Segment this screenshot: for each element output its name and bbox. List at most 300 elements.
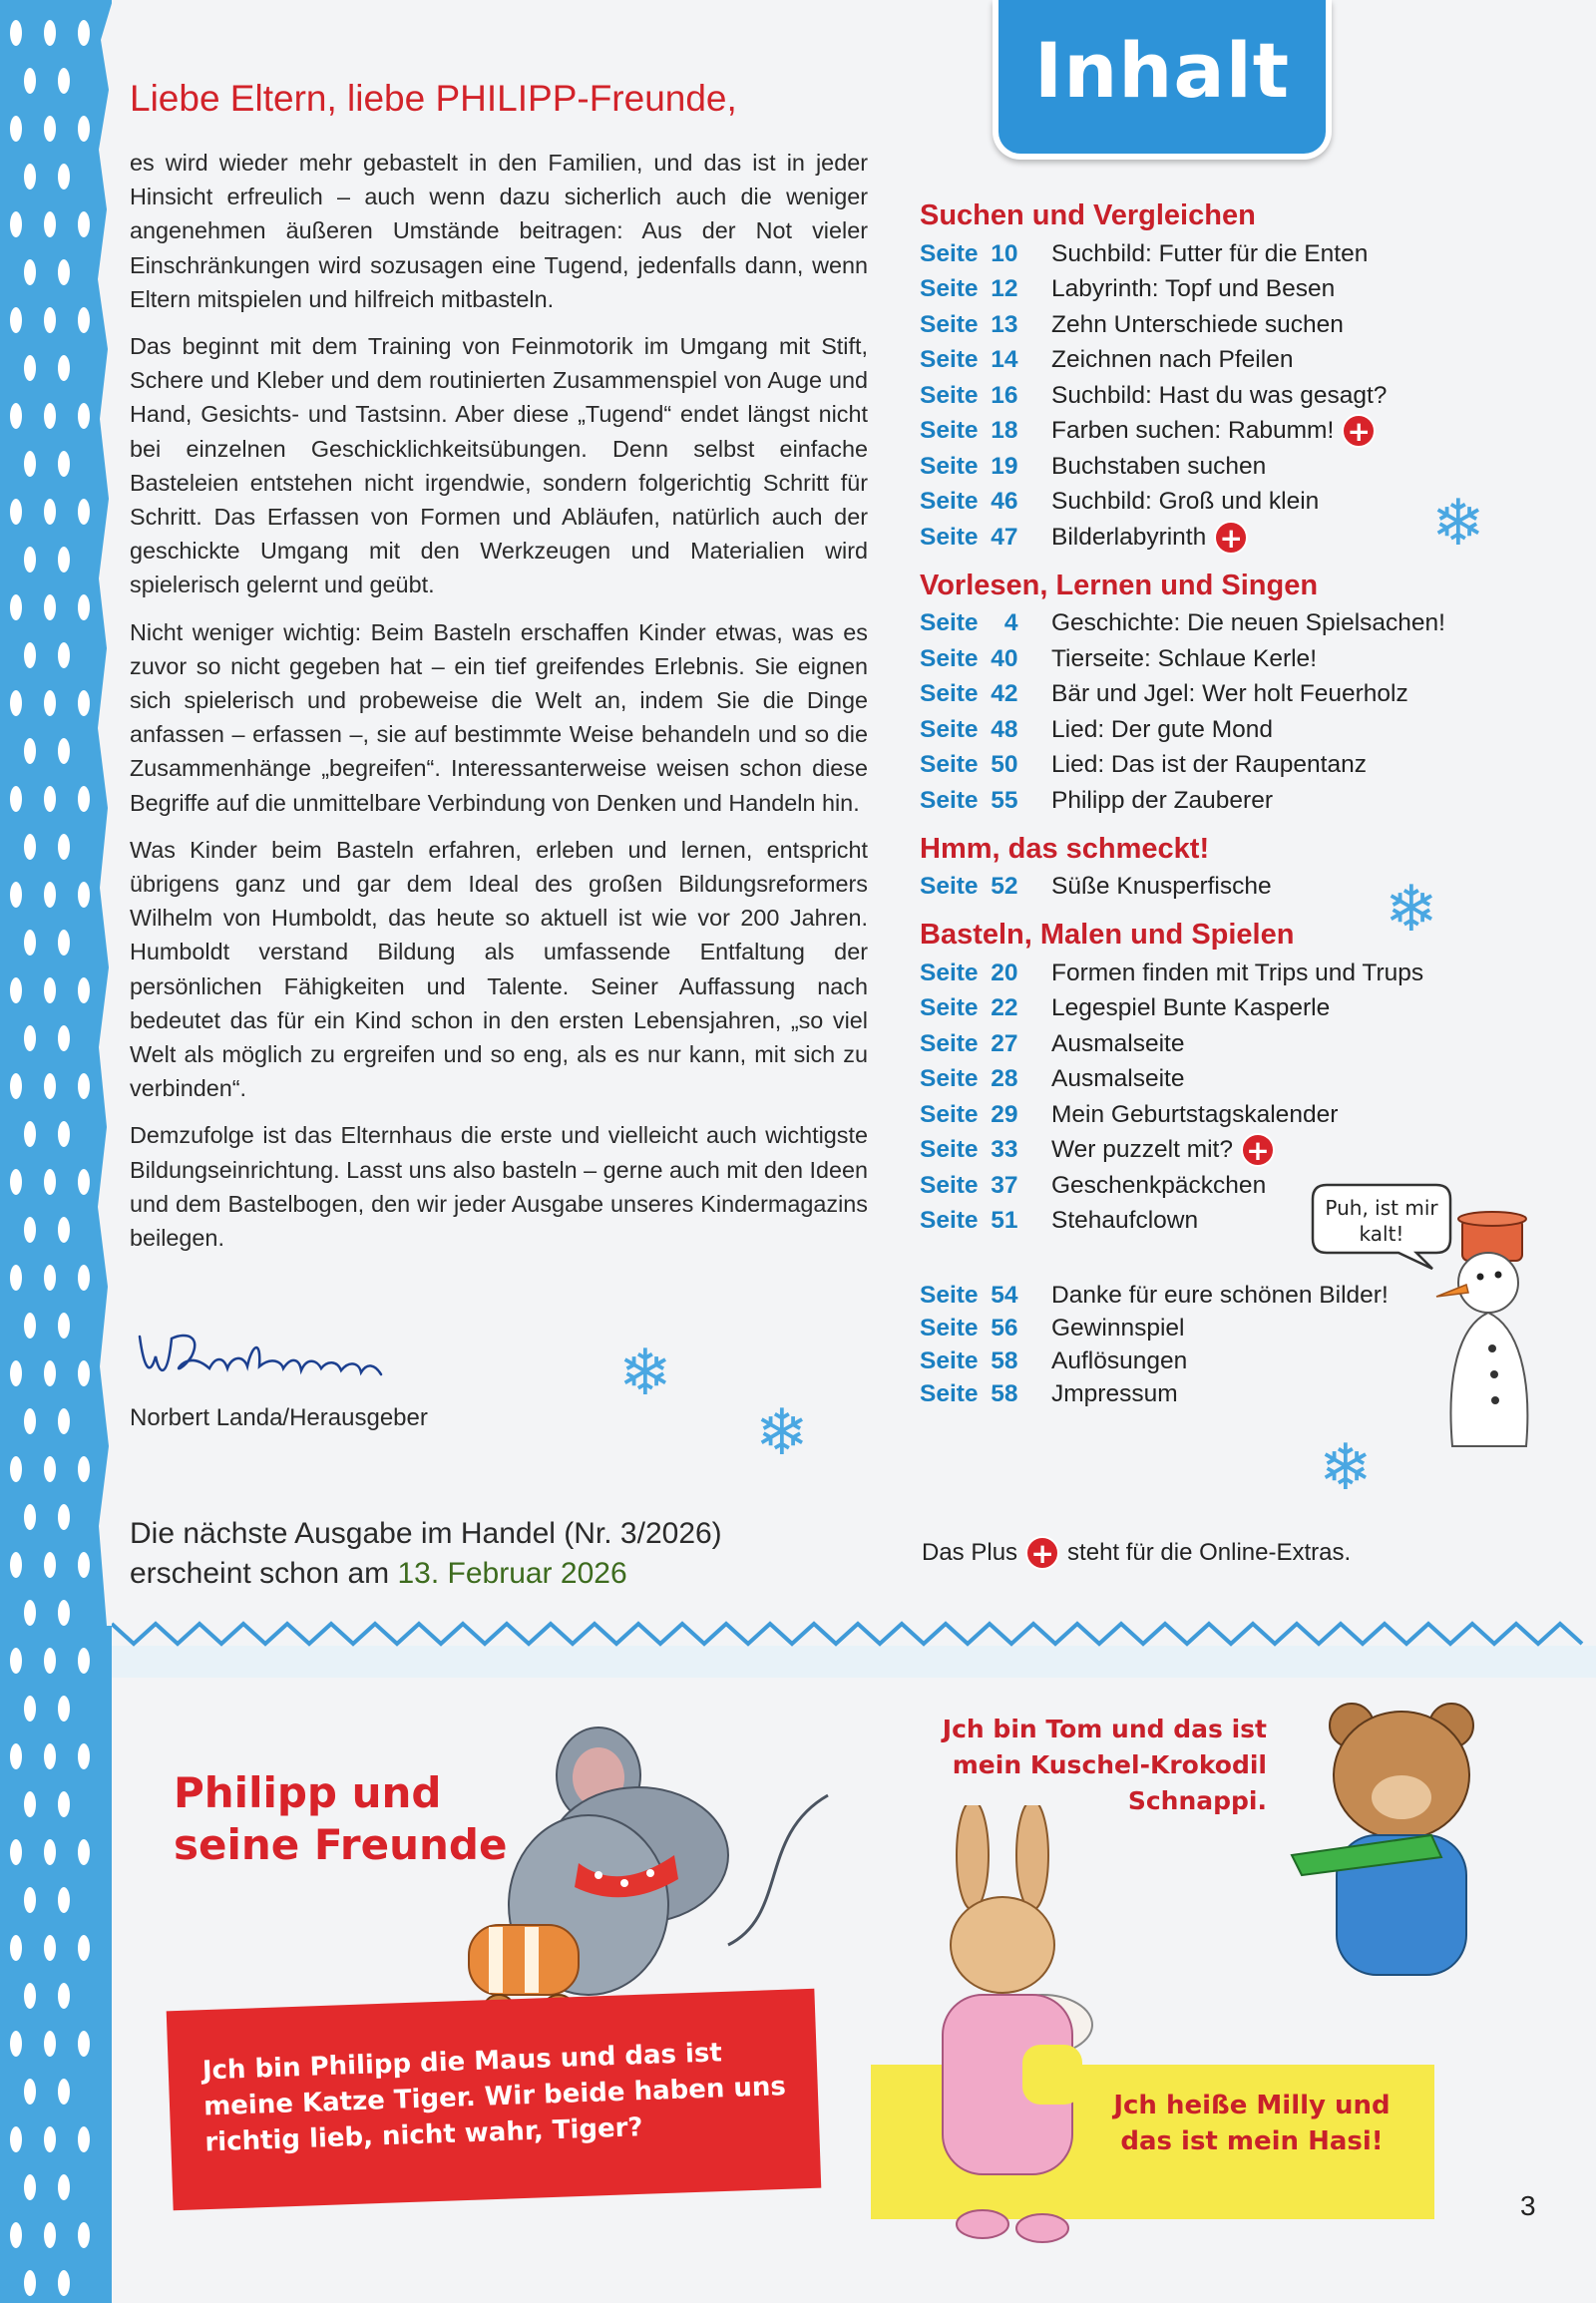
toc-page-ref <box>920 1380 1051 1408</box>
toc-page-ref <box>920 1136 1051 1164</box>
strip-dot <box>44 1456 56 1482</box>
strip-dot <box>44 977 56 1003</box>
toc-page-number: 28 <box>991 1065 1018 1093</box>
toc-entry-title: Lied: Das ist der Raupentanz <box>1051 751 1367 779</box>
strip-dot <box>58 451 70 477</box>
toc-page-ref <box>920 1207 1051 1235</box>
strip-dot <box>78 1648 90 1674</box>
tom-caption: Jch bin Tom und das ist mein Kuschel-Krokodil Schnappi. <box>942 1715 1267 1815</box>
toc-entry <box>920 1097 1478 1133</box>
toc-entry-title: Bilderlabyrinth <box>1051 523 1207 551</box>
toc-page-ref <box>920 311 1051 339</box>
toc-page-word: Seite <box>920 346 979 374</box>
strip-dot <box>10 1360 22 1386</box>
toc-entry <box>920 748 1478 784</box>
strip-dot <box>58 355 70 381</box>
strip-dot <box>44 690 56 716</box>
toc-entry-title: Mein Geburtstagskalender <box>1051 1100 1339 1128</box>
toc-page-ref <box>920 1315 1051 1343</box>
strip-dot <box>78 977 90 1003</box>
toc-page-word: Seite <box>920 417 979 445</box>
strip-dot <box>78 1935 90 1961</box>
toc-entry-title: Buchstaben suchen <box>1051 452 1267 480</box>
strip-dot <box>44 1265 56 1291</box>
strip-dot <box>10 1169 22 1195</box>
toc-page-word: Seite <box>920 994 979 1022</box>
snowflake-icon: ❄ <box>1385 873 1438 947</box>
toc-section-heading: Vorlesen, Lernen und Singen <box>920 569 1319 601</box>
strip-dot <box>24 1887 36 1913</box>
toc-entry-title: Suchbild: Hast du was gesagt? <box>1051 381 1388 409</box>
toc-page-number: 14 <box>991 346 1018 374</box>
letter-paragraph: Demzufolge ist das Elternhaus die erste und vielleicht auch wichtigste Bildungseinrichtung. Lasst uns also basteln – gerne auch mit den Ideen und dem Bastelbogen, den wir jeder Ausgabe unseres Kindermagazins beilegen. <box>130 1122 868 1252</box>
toc-page-word: Seite <box>920 1136 979 1164</box>
toc-entry-title: Legespiel Bunte Kasperle <box>1051 994 1331 1022</box>
strip-dot <box>58 1313 70 1339</box>
toc-entry <box>920 520 1478 556</box>
toc-section-heading: Suchen und Vergleichen <box>920 199 1256 231</box>
toc-entry <box>920 641 1478 677</box>
strip-dot <box>10 1073 22 1099</box>
strip-dot <box>58 642 70 668</box>
strip-dot <box>24 2174 36 2200</box>
strip-dot <box>58 1983 70 2009</box>
strip-dot <box>78 1169 90 1195</box>
strip-dot <box>78 2222 90 2248</box>
toc-page-word: Seite <box>920 644 979 672</box>
toc-page-number: 27 <box>991 1029 1018 1057</box>
strip-dot <box>10 1935 22 1961</box>
strip-dot <box>24 1025 36 1051</box>
toc-entry <box>920 449 1478 485</box>
toc-page-word: Seite <box>920 873 979 901</box>
toc-entry <box>920 1279 1478 1312</box>
toc-page-number: 54 <box>991 1281 1018 1309</box>
contents-tab <box>993 0 1332 160</box>
toc-page-number: 47 <box>991 523 1018 551</box>
strip-dot <box>10 977 22 1003</box>
toc-section-heading: Basteln, Malen und Spielen <box>920 919 1295 951</box>
snowman-speech: Puh, ist mir kalt! <box>1325 1196 1438 1246</box>
toc-page-ref <box>920 873 1051 901</box>
toc-page-number: 58 <box>991 1379 1018 1407</box>
strip-dot <box>24 355 36 381</box>
toc-entry <box>920 783 1478 819</box>
snowflake-icon: ❄ <box>1319 1431 1373 1505</box>
toc-page-number: 48 <box>991 715 1018 743</box>
strip-dot <box>58 1791 70 1817</box>
toc-section <box>920 570 1478 819</box>
strip-dot <box>10 2126 22 2152</box>
toc-page-ref <box>920 453 1051 481</box>
strip-dot <box>44 1169 56 1195</box>
strip-dot <box>58 547 70 573</box>
toc-page-word: Seite <box>920 751 979 779</box>
toc-entry <box>920 272 1478 308</box>
letter-paragraph: es wird wieder mehr gebastelt in den Familien, und das ist in jeder Hinsicht erfreulich – auch wenn dazu sicherlich auch die weniger angenehmen äußeren Umstände beitragen: Aus der Not vieler Einschränkungen wird sozusagen eine Tugend, jedenfalls dann, wenn Eltern mitspielen und hilfreich mitbasteln. <box>130 150 868 312</box>
toc-page-number: 40 <box>991 644 1018 672</box>
toc-page-word: Seite <box>920 381 979 409</box>
strip-dot <box>78 2126 90 2152</box>
strip-dot <box>24 1696 36 1722</box>
signer-name: Norbert Landa/Herausgeber <box>130 1404 428 1431</box>
strip-dot <box>44 211 56 237</box>
plus-legend-text: Das Plus <box>922 1539 1018 1566</box>
toc-page-number: 52 <box>991 873 1018 901</box>
toc-entry-title: Suchbild: Futter für die Enten <box>1051 239 1369 267</box>
page-number: 3 <box>1520 2190 1536 2221</box>
toc-entry <box>920 1344 1478 1377</box>
strip-dot <box>24 1408 36 1434</box>
toc-entry <box>920 414 1478 450</box>
toc-page-word: Seite <box>920 1100 979 1128</box>
strip-dot <box>10 1743 22 1769</box>
strip-dot <box>24 1983 36 2009</box>
letter-paragraph: Was Kinder beim Basteln erfahren, erleben und lernen, entspricht übrigens ganz und gar dem Ideal des großen Bildungsreformers Wilhelm von Humboldt, das heute so aktuell ist wie vor 200 Jahren. Humboldt verstand Bildung als umfassende Entfaltung der persönlichen Fähigkeiten und Talente. Seiner Auffassung nach bedeutet das für ein Kind schon in den ersten Lebensjahren, „so viel Welt als möglich zu ergreifen und so eng, als es nur kann, mit sich zu verbinden“. <box>130 836 868 1102</box>
friends-title-line: Philipp und <box>174 1768 442 1817</box>
toc-entry <box>920 991 1478 1027</box>
toc-entry-title: Geschichte: Die neuen Spielsachen! <box>1051 609 1445 637</box>
toc-page-number: 51 <box>991 1207 1018 1235</box>
toc-page-number: 29 <box>991 1100 1018 1128</box>
strip-dot <box>44 1360 56 1386</box>
toc-page-number: 22 <box>991 994 1018 1022</box>
letter-body <box>130 146 868 1268</box>
toc-page-word: Seite <box>920 786 979 814</box>
philipp-caption: Jch bin Philipp die Maus und das ist meine Katze Tiger. Wir beide haben uns richtig lieb, nicht wahr, Tiger? <box>201 2038 787 2158</box>
toc-entry-title: Süße Knusperfische <box>1051 873 1272 901</box>
strip-dot <box>10 1456 22 1482</box>
strip-dot <box>44 1648 56 1674</box>
strip-dot <box>78 690 90 716</box>
strip-dot <box>44 20 56 46</box>
toc-entry-title: Farben suchen: Rabumm! <box>1051 417 1335 445</box>
strip-dot <box>10 690 22 716</box>
strip-dot <box>44 1839 56 1865</box>
strip-dot <box>10 499 22 525</box>
toc-page-ref <box>920 382 1051 410</box>
strip-dot <box>24 738 36 764</box>
strip-dot <box>10 594 22 620</box>
toc-page-word: Seite <box>920 680 979 708</box>
toc-page-word: Seite <box>920 275 979 303</box>
letter-heading: Liebe Eltern, liebe PHILIPP-Freunde, <box>130 78 737 119</box>
toc-page-ref <box>920 1065 1051 1093</box>
strip-dot <box>10 20 22 46</box>
strip-dot <box>58 259 70 285</box>
strip-dot <box>78 211 90 237</box>
toc-entry-title: Ausmalseite <box>1051 1065 1185 1093</box>
toc-page-number: 46 <box>991 488 1018 516</box>
contents-title: Inhalt <box>1033 26 1291 115</box>
toc-entry-title: Suchbild: Groß und klein <box>1051 488 1320 516</box>
toc-page-word: Seite <box>920 1346 979 1374</box>
torn-paper-edge <box>95 0 113 1626</box>
toc-page-number: 13 <box>991 310 1018 338</box>
toc-page-word: Seite <box>920 1171 979 1199</box>
toc-page-ref <box>920 716 1051 744</box>
toc-section-heading: Hmm, das schmeckt! <box>920 832 1210 865</box>
toc-entry-title: Danke für eure schönen Bilder! <box>1051 1281 1389 1309</box>
toc-page-ref <box>920 417 1051 445</box>
next-issue-notice <box>130 1514 722 1594</box>
decorative-dotted-strip <box>0 0 112 2303</box>
milly-rabbit-illustration <box>903 1805 1142 2284</box>
plus-legend <box>922 1536 1351 1570</box>
snowman-illustration <box>1406 1157 1556 1456</box>
strip-dot <box>44 882 56 908</box>
toc-entry <box>920 343 1478 379</box>
strip-dot <box>58 930 70 956</box>
toc-page-ref <box>920 1101 1051 1129</box>
strip-dot <box>24 68 36 94</box>
toc-page-ref <box>920 609 1051 637</box>
toc-entry <box>920 1377 1478 1410</box>
toc-page-ref <box>920 275 1051 303</box>
toc-entry-title: Ausmalseite <box>1051 1029 1185 1057</box>
strip-dot <box>24 547 36 573</box>
toc-page-number: 33 <box>991 1136 1018 1164</box>
toc-entry-title: Bär und Jgel: Wer holt Feuerholz <box>1051 680 1408 708</box>
plus-icon: + <box>1241 1133 1275 1167</box>
toc-page-number: 37 <box>991 1171 1018 1199</box>
strip-dot <box>58 2174 70 2200</box>
toc-page-word: Seite <box>920 488 979 516</box>
strip-dot <box>78 307 90 333</box>
strip-dot <box>44 786 56 812</box>
toc-page-ref <box>920 751 1051 779</box>
toc-page-word: Seite <box>920 1379 979 1407</box>
strip-dot <box>78 499 90 525</box>
letter-paragraph: Nicht weniger wichtig: Beim Basteln erschaffen Kinder etwas, was es zuvor so nicht gegeben hat – ein tief greifendes Erlebnis. Sie eignen sich spielerisch und probeweise die Welt an, indem Sie die Dinge anfassen – erfassen –, sie auf bestimmte Weise behandeln und so die Zusammenhänge „begreifen“. Interessanterweise weisen schon diese Begriffe auf die unmittelbare Verbindung von Denken und Handeln hin. <box>130 618 868 816</box>
strip-dot <box>44 499 56 525</box>
toc-page-ref <box>920 680 1051 708</box>
toc-page-ref <box>920 1282 1051 1310</box>
toc-page-word: Seite <box>920 715 979 743</box>
toc-entry <box>920 307 1478 343</box>
toc-page-ref <box>920 240 1051 268</box>
toc-page-ref <box>920 1172 1051 1200</box>
toc-section <box>920 199 1478 556</box>
toc-page-word: Seite <box>920 310 979 338</box>
toc-entry-title: Zehn Unterschiede suchen <box>1051 310 1344 338</box>
strip-dot <box>24 642 36 668</box>
toc-page-ref <box>920 488 1051 516</box>
next-issue-line <box>130 1554 722 1594</box>
toc-page-number: 56 <box>991 1314 1018 1342</box>
strip-dot <box>10 882 22 908</box>
strip-dot <box>24 2079 36 2105</box>
toc-page-word: Seite <box>920 1029 979 1057</box>
strip-dot <box>78 116 90 142</box>
strip-dot <box>78 882 90 908</box>
toc-entry <box>920 1312 1478 1344</box>
toc-entry-title: Stehaufclown <box>1051 1207 1199 1235</box>
strip-dot <box>24 1600 36 1626</box>
strip-dot <box>10 2031 22 2057</box>
toc-entry-title: Gewinnspiel <box>1051 1314 1185 1342</box>
toc-page-ref <box>920 346 1051 374</box>
strip-dot <box>58 164 70 190</box>
strip-dot <box>44 1935 56 1961</box>
toc-page-number: 50 <box>991 751 1018 779</box>
milly-caption: Jch heiße Milly und das ist mein Hasi! <box>1113 2091 1391 2156</box>
plus-legend-text: steht für die Online-Extras. <box>1067 1539 1352 1566</box>
strip-dot <box>24 1313 36 1339</box>
toc-entry-title: Geschenkpäckchen <box>1051 1171 1267 1199</box>
strip-dot <box>24 1504 36 1530</box>
next-issue-text: erscheint schon am <box>130 1557 398 1590</box>
plus-icon: + <box>1214 521 1248 555</box>
strip-dot <box>24 1121 36 1147</box>
toc-page-word: Seite <box>920 1065 979 1093</box>
toc-page-number: 20 <box>991 959 1018 986</box>
strip-dot <box>58 1025 70 1051</box>
toc-page-word: Seite <box>920 959 979 986</box>
toc-page-number: 4 <box>1003 609 1018 637</box>
strip-dot <box>10 403 22 429</box>
strip-dot <box>10 1839 22 1865</box>
toc-entry <box>920 1026 1478 1062</box>
strip-dot <box>44 307 56 333</box>
toc-entry-title: Zeichnen nach Pfeilen <box>1051 346 1294 374</box>
strip-dot <box>58 834 70 860</box>
toc-page-ref <box>920 524 1051 552</box>
toc-page-ref <box>920 645 1051 673</box>
toc-extra-entries <box>920 1279 1478 1410</box>
snowflake-icon: ❄ <box>618 1337 672 1410</box>
strip-dot <box>78 594 90 620</box>
strip-dot <box>10 2222 22 2248</box>
snowflake-icon: ❄ <box>1431 487 1485 561</box>
strip-dot <box>78 1552 90 1578</box>
strip-dot <box>24 930 36 956</box>
toc-page-number: 18 <box>991 417 1018 445</box>
toc-entry <box>920 378 1478 414</box>
toc-entry-title: Philipp der Zauberer <box>1051 786 1273 814</box>
strip-dot <box>58 2270 70 2296</box>
strip-dot <box>44 2222 56 2248</box>
strip-dot <box>44 1552 56 1578</box>
strip-dot <box>78 1456 90 1482</box>
strip-dot <box>58 68 70 94</box>
toc-entry <box>920 606 1478 642</box>
strip-dot <box>58 1887 70 1913</box>
strip-dot <box>44 2031 56 2057</box>
strip-dot <box>44 403 56 429</box>
toc-page-ref <box>920 1347 1051 1375</box>
toc-page-word: Seite <box>920 609 979 637</box>
toc-page-number: 19 <box>991 452 1018 480</box>
toc-entry-title: Wer puzzelt mit? <box>1051 1136 1233 1164</box>
snowflake-icon: ❄ <box>755 1396 809 1470</box>
toc-entry <box>920 1133 1478 1169</box>
friends-title-line: seine Freunde <box>174 1820 508 1869</box>
plus-icon: + <box>1025 1536 1059 1570</box>
toc-entry-title: Tierseite: Schlaue Kerle! <box>1051 644 1317 672</box>
strip-dot <box>58 1121 70 1147</box>
toc-entry-title: Labyrinth: Topf und Besen <box>1051 275 1336 303</box>
strip-dot <box>58 738 70 764</box>
strip-dot <box>44 2126 56 2152</box>
toc-entry-title: Jmpressum <box>1051 1379 1178 1407</box>
strip-dot <box>78 786 90 812</box>
strip-dot <box>78 1073 90 1099</box>
toc-page-word: Seite <box>920 523 979 551</box>
strip-dot <box>78 1360 90 1386</box>
toc-entry <box>920 712 1478 748</box>
tom-bear-illustration <box>1282 1686 1511 2005</box>
toc-page-number: 16 <box>991 381 1018 409</box>
toc-entry-title: Auflösungen <box>1051 1346 1188 1374</box>
toc-page-ref <box>920 1030 1051 1058</box>
toc-entry-title: Lied: Der gute Mond <box>1051 715 1273 743</box>
toc-entry <box>920 1062 1478 1098</box>
strip-dot <box>10 1552 22 1578</box>
strip-dot <box>10 786 22 812</box>
toc-page-word: Seite <box>920 1281 979 1309</box>
toc-page-number: 42 <box>991 680 1018 708</box>
strip-dot <box>78 1839 90 1865</box>
strip-dot <box>24 259 36 285</box>
toc-page-number: 10 <box>991 239 1018 267</box>
strip-dot <box>24 834 36 860</box>
strip-dot <box>78 403 90 429</box>
strip-dot <box>78 1743 90 1769</box>
strip-dot <box>24 1217 36 1243</box>
strip-dot <box>44 594 56 620</box>
strip-dot <box>24 451 36 477</box>
plus-icon: + <box>1342 414 1376 448</box>
strip-dot <box>58 1600 70 1626</box>
toc-page-word: Seite <box>920 1207 979 1235</box>
strip-dot <box>58 1696 70 1722</box>
toc-entry <box>920 956 1478 991</box>
strip-dot <box>10 116 22 142</box>
strip-dot <box>24 1791 36 1817</box>
toc-page-number: 55 <box>991 786 1018 814</box>
strip-dot <box>58 1408 70 1434</box>
handwritten-signature <box>132 1317 411 1396</box>
strip-dot <box>24 164 36 190</box>
toc-page-word: Seite <box>920 452 979 480</box>
letter-paragraph: Das beginnt mit dem Training von Feinmotorik im Umgang mit Stift, Schere und Kleber und dem routinierten Zusammenspiel von Auge und Hand, Gesichts- und Tastsinn. Aber diese „Tugend“ endet längst nicht bei einzelnen Geschicklichkeitsübungen. Denn selbst einfache Basteleien entstehen nicht irgendwie, sondern folgerichtig Schritt für Schritt. Das Erfassen von Formen und Abläufen, natürlich auch der geschickte Umgang mit den Werkzeugen und Materialien wird spielerisch gelernt und geübt. <box>130 333 868 598</box>
next-issue-line: Die nächste Ausgabe im Handel (Nr. 3/2026) <box>130 1517 722 1550</box>
strip-dot <box>78 20 90 46</box>
toc-page-ref <box>920 787 1051 815</box>
strip-dot <box>24 2270 36 2296</box>
toc-entry-title: Formen finden mit Trips und Trups <box>1051 959 1424 986</box>
strip-dot <box>10 1648 22 1674</box>
toc-page-word: Seite <box>920 239 979 267</box>
strip-dot <box>10 307 22 333</box>
next-issue-date: 13. Februar 2026 <box>397 1557 627 1590</box>
toc-page-word: Seite <box>920 1314 979 1342</box>
strip-dot <box>58 1217 70 1243</box>
strip-dot <box>78 1265 90 1291</box>
strip-dot <box>10 1265 22 1291</box>
strip-dot <box>44 1743 56 1769</box>
toc-page-ref <box>920 994 1051 1022</box>
toc-entry <box>920 677 1478 713</box>
toc-entry <box>920 236 1478 272</box>
strip-dot <box>58 2079 70 2105</box>
strip-dot <box>10 211 22 237</box>
strip-dot <box>58 1504 70 1530</box>
toc-page-number: 12 <box>991 275 1018 303</box>
toc-entry <box>920 485 1478 521</box>
toc-page-number: 58 <box>991 1346 1018 1374</box>
